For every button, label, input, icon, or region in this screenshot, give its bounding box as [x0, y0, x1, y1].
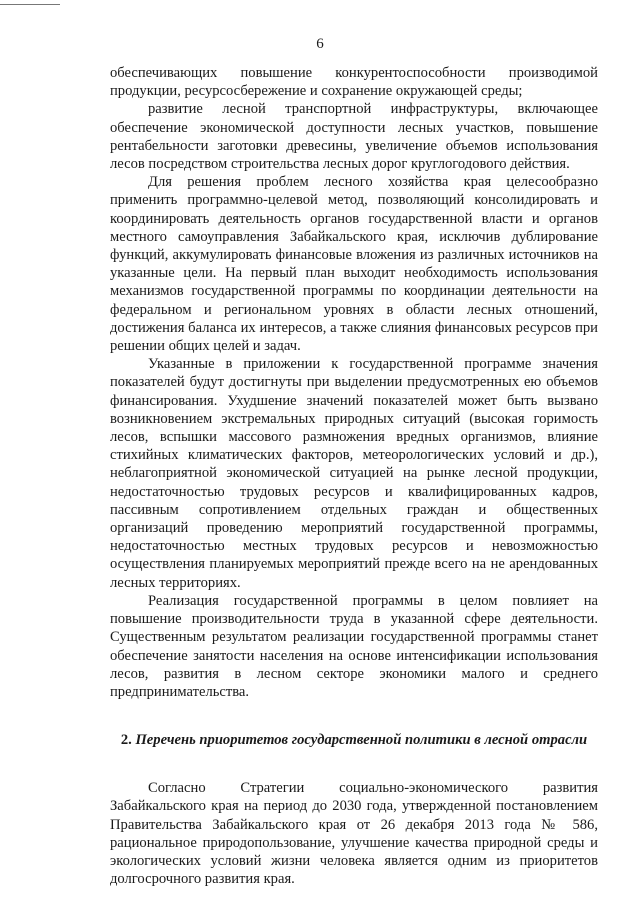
- paragraph: Указанные в приложении к государственной программе значения показателей будут достигнуты при выделении предусмотренных ею объемов финансирования. Ухудшение значений показателей может быть вызвано возникновением экстремальных природных ситуаций (высокая горимость лесов, вспышки массового размножения вредных организмов, влияние стихийных климатических факторов, метеорологических условий и др.), неблагоприятной экономической ситуацией на рынке лесной продукции, недостаточностью трудовых ресурсов и квалифицированных кадров, пассивным сопротивлением отдельных граждан и общественных организаций проведению мероприятий государственной программы, недостаточностью местных трудовых ресурсов и невозможностью осуществления планируемых мероприятий прежде всего на не арендованных лесных территориях.: [110, 356, 598, 591]
- section-number: 2.: [120, 732, 132, 749]
- page-number: 6: [316, 36, 324, 52]
- header-rule: [0, 4, 60, 5]
- paragraph: обеспечивающих повышение конкурентоспособности производимой продукции, ресурсосбережение и сохранение окружающей среды;: [110, 65, 598, 100]
- paragraph: Реализация государственной программы в целом повлияет на повышение производительности труда в указанной сфере деятельности. Существенным результатом реализации государственной программы станет обеспечение занятости населения на основе интенсификации использования лесов, развития в лесном секторе экономики малого и среднего предпринимательства.: [110, 592, 598, 700]
- paragraph: Для решения проблем лесного хозяйства края целесообразно применить программно-целевой метод, позволяющий консолидировать и координировать деятельность органов государственной власти и органов местного самоуправления Забайкальского края, исключив дублирование функций, аккумулировать финансовые вложения из различных источников на указанные цели. На первый план выходит необходимость использования механизмов государственной программы по координации деятельности на федеральном и региональном уровнях в области лесных отношений, достижения баланса их интересов, а также слияния финансовых ресурсов при решении общих целей и задач.: [110, 174, 598, 355]
- paragraph: Согласно Стратегии социально-экономического развития Забайкальского края на период до 2030 года, утвержденной постановлением Правительства Забайкальского края от 26 декабря 2013 года № 586, рациональное природопользование, улучшение качества природной среды и экологических условий жизни человека является одним из приоритетов долгосрочного развития края.: [110, 780, 598, 888]
- document-body: [110, 64, 598, 888]
- section-title: Перечень приоритетов государственной политики в лесной отрасли: [135, 732, 588, 749]
- paragraph: развитие лесной транспортной инфраструктуры, включающее обеспечение экономической доступности лесных участков, повышение рентабельности заготовки древесины, увеличение объемов использования лесов посредством строительства лесных дорог круглогодового действия.: [110, 101, 598, 173]
- section-heading: [110, 731, 598, 749]
